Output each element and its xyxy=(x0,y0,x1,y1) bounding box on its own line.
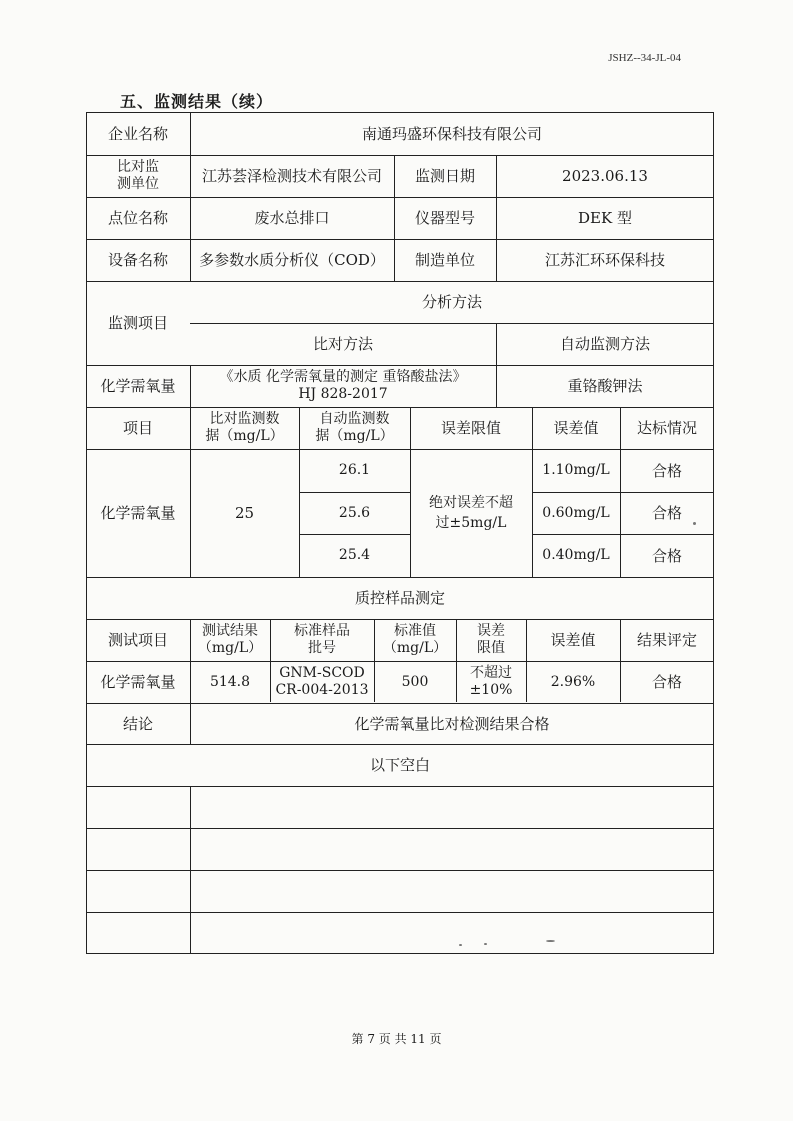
monitoring-item-label: 监测项目 xyxy=(107,314,168,332)
qc-header-batch: 标准样品 批号 xyxy=(294,623,350,656)
qc-header-error: 误差值 xyxy=(550,631,596,649)
scan-speck xyxy=(484,943,487,945)
monitoring-date-value: 2023.06.13 xyxy=(562,167,648,185)
qc-evaluation: 合格 xyxy=(651,673,682,691)
monitoring-date-label: 监测日期 xyxy=(414,167,475,185)
instrument-model-label: 仪器型号 xyxy=(414,209,475,227)
qc-title: 质控样品测定 xyxy=(354,589,445,607)
error-limit-value: 绝对误差不超 过±5mg/L xyxy=(429,495,513,531)
page-number: 第 7 页 共 11 页 xyxy=(351,1032,442,1046)
comparison-unit-value: 江苏荟泽检测技术有限公司 xyxy=(201,167,382,185)
results-table xyxy=(86,112,714,954)
manufacturer-value: 江苏汇环环保科技 xyxy=(544,251,665,269)
compliance-1: 合格 xyxy=(651,461,682,480)
header-compliance: 达标情况 xyxy=(636,419,697,437)
qc-batch: GNM-SCOD CR-004-2013 xyxy=(275,665,369,698)
auto-method-label: 自动监测方法 xyxy=(559,335,650,353)
header-error-limit: 误差限值 xyxy=(440,419,501,437)
qc-header-item: 测试项目 xyxy=(107,631,168,649)
device-label: 设备名称 xyxy=(107,251,168,269)
auto-value-1: 26.1 xyxy=(338,462,371,478)
analysis-method-label: 分析方法 xyxy=(421,293,482,311)
qc-result: 514.8 xyxy=(209,673,251,690)
compliance-3: 合格 xyxy=(651,546,682,565)
enterprise-label: 企业名称 xyxy=(107,124,168,143)
header-item: 项目 xyxy=(122,419,153,437)
point-label: 点位名称 xyxy=(107,209,168,227)
auto-value-3: 25.4 xyxy=(338,547,371,563)
qc-header-result: 测试结果 （mg/L） xyxy=(197,623,263,656)
comparison-unit-label: 比对监 测单位 xyxy=(117,159,159,192)
row-line xyxy=(86,786,714,787)
enterprise-value: 南通玛盛环保科技有限公司 xyxy=(361,124,542,143)
scan-speck xyxy=(459,944,462,946)
cod-comparison-value: 25 xyxy=(234,504,255,522)
qc-header-standard: 标准值 （mg/L） xyxy=(382,623,448,656)
qc-standard: 500 xyxy=(401,673,429,690)
qc-item: 化学需氧量 xyxy=(100,673,176,691)
scan-speck xyxy=(546,940,555,942)
conclusion-label: 结论 xyxy=(122,714,153,733)
header-auto-data: 自动监测数 据（mg/L） xyxy=(315,411,394,444)
row-line xyxy=(86,870,714,871)
device-value: 多参数水质分析仪（COD） xyxy=(199,251,385,269)
document-code: JSHZ--34-JL-04 xyxy=(608,52,681,64)
section-title: 五、监测结果（续） xyxy=(120,92,274,111)
header-comparison-data: 比对监测数 据（mg/L） xyxy=(205,411,284,444)
col-line xyxy=(190,786,191,954)
qc-limit: 不超过 ±10% xyxy=(469,665,513,698)
qc-header-limit: 误差 限值 xyxy=(477,623,505,656)
conclusion-value: 化学需氧量比对检测结果合格 xyxy=(354,714,550,733)
cod-item: 化学需氧量 xyxy=(100,504,176,522)
manufacturer-label: 制造单位 xyxy=(414,251,475,269)
row-line xyxy=(86,912,714,913)
error-value-3: 0.40mg/L xyxy=(542,547,610,563)
cod-auto-method: 重铬酸钾法 xyxy=(567,377,643,395)
error-value-1: 1.10mg/L xyxy=(542,462,610,478)
qc-header-evaluation: 结果评定 xyxy=(636,631,697,649)
cod-comparison-method: 《水质 化学需氧量的测定 重铬酸盐法》 HJ 828-2017 xyxy=(219,369,467,402)
compliance-2: 合格 xyxy=(651,504,682,522)
instrument-model-value: DEK 型 xyxy=(578,209,632,227)
blank-note: 以下空白 xyxy=(369,756,430,774)
point-value: 废水总排口 xyxy=(254,209,330,227)
scan-speck xyxy=(693,522,696,525)
error-value-2: 0.60mg/L xyxy=(542,504,610,521)
auto-value-2: 25.6 xyxy=(338,504,371,521)
row-line xyxy=(86,828,714,829)
cod-method-label: 化学需氧量 xyxy=(100,377,176,395)
header-error-value: 误差值 xyxy=(553,419,599,437)
qc-error: 2.96% xyxy=(550,673,596,690)
comparison-method-label: 比对方法 xyxy=(312,335,373,353)
